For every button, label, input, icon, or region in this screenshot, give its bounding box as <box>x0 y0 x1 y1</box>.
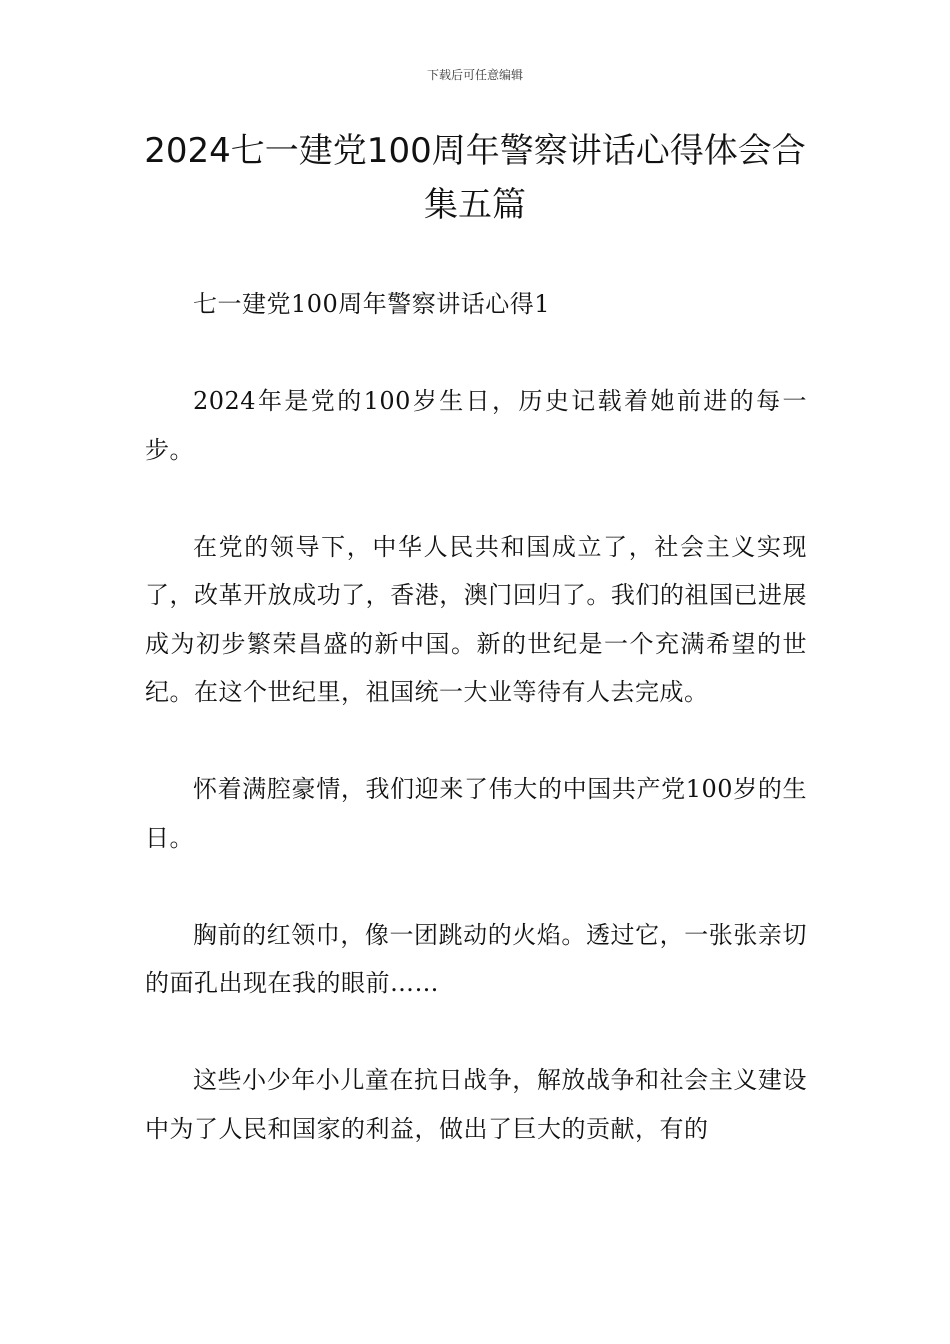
paragraph: 怀着满腔豪情，我们迎来了伟大的中国共产党100岁的生日。 <box>145 775 807 852</box>
paragraph: 这些小少年小儿童在抗日战争，解放战争和社会主义建设中为了人民和国家的利益，做出了巨大的贡献，有的 <box>145 1066 807 1143</box>
paragraph: 在党的领导下，中华人民共和国成立了，社会主义实现了，改革开放成功了，香港，澳门回归了。我们的祖国已进展成为初步繁荣昌盛的新中国。新的世纪是一个充满希望的世纪。在这个世纪里，祖国统一大业等待有人去完成。 <box>145 532 807 706</box>
paragraph: 胸前的红领巾，像一团跳动的火焰。透过它，一张张亲切的面孔出现在我的眼前…… <box>145 920 807 997</box>
paragraph: 2024年是党的100岁生日，历史记载着她前进的每一步。 <box>145 387 807 464</box>
document-title: 2024七一建党100周年警察讲话心得体会合集五篇 <box>144 131 806 225</box>
header-note: 下载后可任意编辑 <box>426 68 523 82</box>
section-heading: 七一建党100周年警察讲话心得1 <box>193 290 551 318</box>
document-body <box>145 280 807 1202</box>
